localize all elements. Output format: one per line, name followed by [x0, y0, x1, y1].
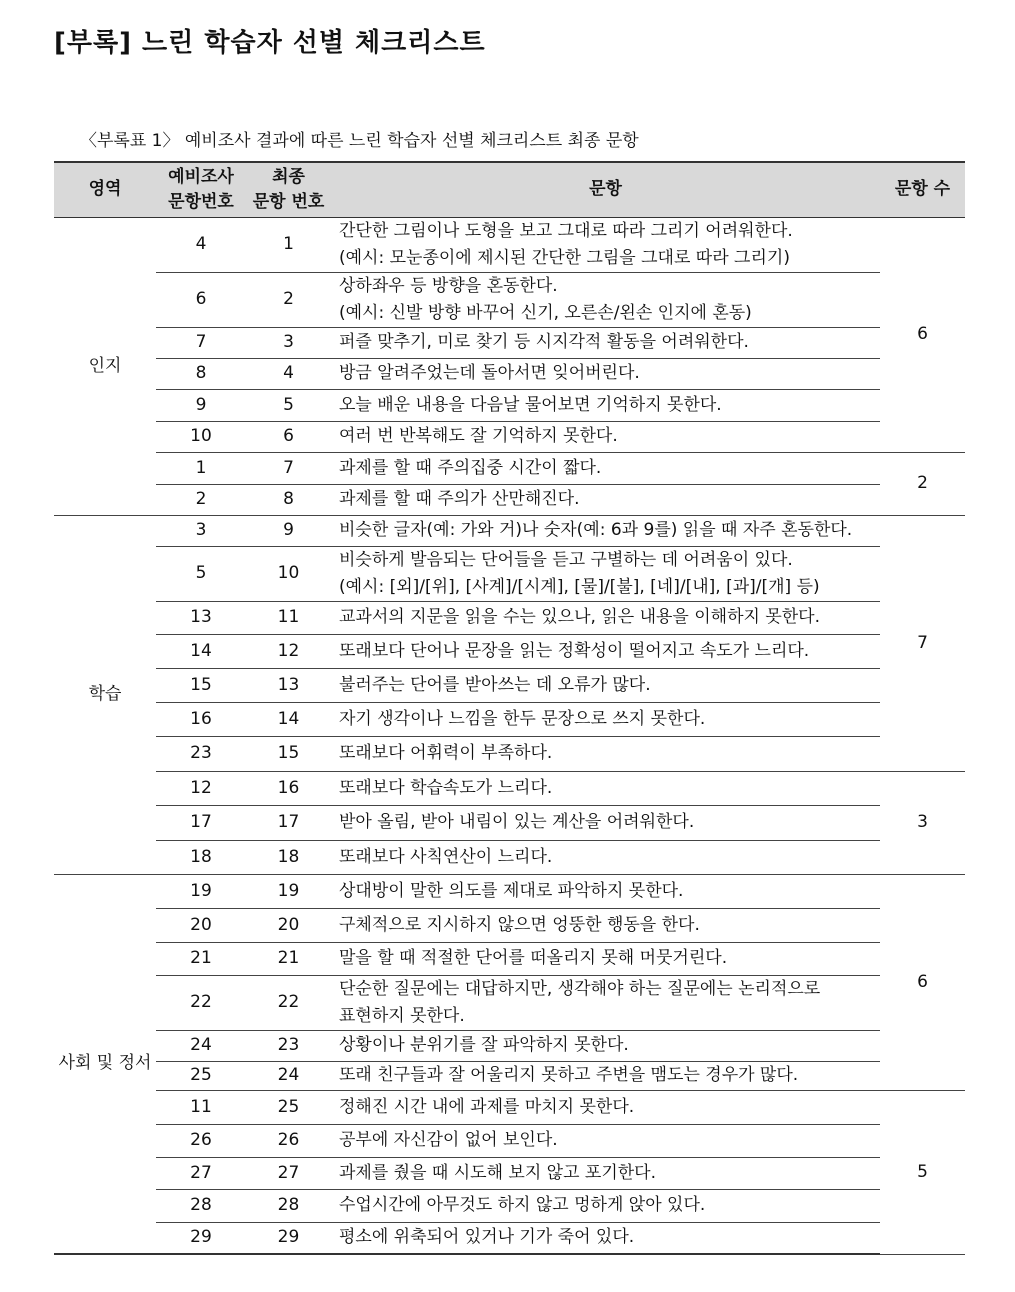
table-row [54, 1124, 965, 1157]
item-text-cell [331, 1157, 880, 1189]
final-number-cell: 29 [246, 1222, 331, 1254]
item-count-cell: 6 [880, 217, 965, 452]
pre-number-cell: 23 [156, 736, 246, 771]
item-text-line: 또래보다 사칙연산이 느리다. [339, 846, 553, 867]
pre-number-cell: 25 [156, 1061, 246, 1090]
item-text-line: 표현하지 못한다. [339, 1005, 465, 1026]
item-text-cell [331, 1189, 880, 1222]
item-text-line: 평소에 위축되어 있거나 기가 죽어 있다. [339, 1227, 635, 1248]
item-text-cell [331, 771, 880, 805]
item-text-line: (예시: [외]/[위], [사계]/[시계], [물]/[불], [네]/[내], [과]/[개] 등) [339, 576, 820, 597]
item-text-line: 오늘 배운 내용을 다음날 물어보면 기억하지 못한다. [339, 394, 722, 415]
table-row [54, 484, 965, 515]
table-row [54, 668, 965, 702]
item-text-line: 비슷하게 발음되는 단어들을 듣고 구별하는 데 어려움이 있다. [339, 549, 793, 570]
item-text-cell [331, 702, 880, 736]
item-text-line: 상황이나 분위기를 잘 파악하지 못한다. [339, 1035, 629, 1055]
item-text-cell [331, 805, 880, 840]
pre-number-cell: 24 [156, 1030, 246, 1061]
table-row [54, 702, 965, 736]
item-text-line: 구체적으로 지시하지 않으면 엉뚱한 행동을 한다. [339, 914, 700, 935]
table-row [54, 840, 965, 874]
item-count-cell: 7 [880, 515, 965, 771]
header-final-line2: 문항 번호 [252, 191, 325, 212]
final-number-cell: 12 [246, 634, 331, 668]
pre-number-cell: 15 [156, 668, 246, 702]
final-number-cell: 15 [246, 736, 331, 771]
item-count-cell: 2 [880, 452, 965, 515]
table-row [54, 421, 965, 452]
pre-number-cell: 27 [156, 1157, 246, 1189]
final-number-cell: 14 [246, 702, 331, 736]
item-count-cell: 5 [880, 1090, 965, 1254]
item-text-cell [331, 908, 880, 942]
item-text-cell [331, 1061, 880, 1090]
pre-number-cell: 20 [156, 908, 246, 942]
pre-number-cell: 18 [156, 840, 246, 874]
final-number-cell: 6 [246, 421, 331, 452]
pre-number-cell: 17 [156, 805, 246, 840]
item-text-line: 또래보다 단어나 문장을 읽는 정확성이 떨어지고 속도가 느리다. [339, 640, 810, 661]
item-text-line: 과제를 줬을 때 시도해 보지 않고 포기한다. [339, 1162, 657, 1183]
table-row [54, 546, 965, 601]
header-item: 문항 [331, 162, 880, 217]
table-row [54, 515, 965, 546]
item-text-line: 또래보다 학습속도가 느리다. [339, 777, 553, 798]
final-number-cell: 4 [246, 358, 331, 389]
table-row [54, 389, 965, 421]
item-text-cell [331, 515, 880, 546]
item-text-cell [331, 668, 880, 702]
pre-number-cell: 2 [156, 484, 246, 515]
item-text-cell [331, 421, 880, 452]
item-text-line: 또래 친구들과 잘 어울리지 못하고 주변을 맴도는 경우가 많다. [339, 1065, 799, 1085]
item-text-cell [331, 975, 880, 1030]
final-number-cell: 24 [246, 1061, 331, 1090]
item-text-line: (예시: 신발 방향 바꾸어 신기, 오른손/왼손 인지에 혼동) [339, 302, 752, 323]
item-text-cell [331, 546, 880, 601]
item-text-cell [331, 1222, 880, 1254]
item-text-cell [331, 874, 880, 908]
final-number-cell: 17 [246, 805, 331, 840]
pre-number-cell: 3 [156, 515, 246, 546]
table-row [54, 874, 965, 908]
area-cell: 인지 [54, 217, 156, 515]
final-number-cell: 13 [246, 668, 331, 702]
table-row [54, 805, 965, 840]
item-text-line: 불러주는 단어를 받아쓰는 데 오류가 많다. [339, 674, 651, 695]
item-text-cell [331, 452, 880, 484]
final-number-cell: 21 [246, 942, 331, 975]
pre-number-cell: 5 [156, 546, 246, 601]
pre-number-cell: 13 [156, 601, 246, 634]
item-text-line: 수업시간에 아무것도 하지 않고 멍하게 앉아 있다. [339, 1195, 706, 1215]
item-text-line: 상대방이 말한 의도를 제대로 파악하지 못한다. [339, 880, 684, 901]
item-text-line: 또래보다 어휘력이 부족하다. [339, 743, 553, 763]
item-text-line: 자기 생각이나 느낌을 한두 문장으로 쓰지 못한다. [339, 708, 706, 729]
table-row [54, 1061, 965, 1090]
item-text-line: 교과서의 지문을 읽을 수는 있으나, 읽은 내용을 이해하지 못한다. [339, 607, 821, 627]
pre-number-cell: 4 [156, 217, 246, 272]
item-text-line: (예시: 모눈종이에 제시된 간단한 그림을 그대로 따라 그리기) [339, 247, 790, 268]
item-text-line: 과제를 할 때 주의집중 시간이 짧다. [339, 457, 602, 478]
pre-number-cell: 14 [156, 634, 246, 668]
final-number-cell: 26 [246, 1124, 331, 1157]
item-text-line: 여러 번 반복해도 잘 기억하지 못한다. [339, 426, 618, 446]
item-text-cell [331, 272, 880, 327]
pre-number-cell: 19 [156, 874, 246, 908]
pre-number-cell: 10 [156, 421, 246, 452]
pre-number-cell: 22 [156, 975, 246, 1030]
table-row [54, 452, 965, 484]
table-caption: 〈부록표 1〉 예비조사 결과에 따른 느린 학습자 선별 체크리스트 최종 문항 [80, 131, 639, 151]
header-final-number [246, 162, 331, 217]
item-text-line: 퍼즐 맞추기, 미로 찾기 등 시지각적 활동을 어려워한다. [339, 332, 749, 352]
pre-number-cell: 12 [156, 771, 246, 805]
pre-number-cell: 9 [156, 389, 246, 421]
pre-number-cell: 28 [156, 1189, 246, 1222]
table-row [54, 634, 965, 668]
final-number-cell: 19 [246, 874, 331, 908]
header-pre-number [156, 162, 246, 217]
item-text-cell [331, 736, 880, 771]
item-text-line: 간단한 그림이나 도형을 보고 그대로 따라 그리기 어려워한다. [339, 220, 793, 241]
table-row [54, 601, 965, 634]
item-text-cell [331, 484, 880, 515]
item-text-cell [331, 217, 880, 272]
final-number-cell: 11 [246, 601, 331, 634]
table-row [54, 736, 965, 771]
final-number-cell: 20 [246, 908, 331, 942]
table-row [54, 908, 965, 942]
final-number-cell: 22 [246, 975, 331, 1030]
item-text-line: 공부에 자신감이 없어 보인다. [339, 1130, 558, 1150]
table-row [54, 1189, 965, 1222]
item-text-line: 받아 올림, 받아 내림이 있는 계산을 어려워한다. [339, 812, 695, 832]
final-number-cell: 8 [246, 484, 331, 515]
item-text-cell [331, 601, 880, 634]
item-text-cell [331, 1030, 880, 1061]
table-row [54, 1030, 965, 1061]
item-text-cell [331, 1124, 880, 1157]
final-number-cell: 25 [246, 1090, 331, 1124]
final-number-cell: 2 [246, 272, 331, 327]
item-count-cell: 6 [880, 874, 965, 1090]
item-text-line: 비슷한 글자(예: 가와 거)나 숫자(예: 6과 9를) 읽을 때 자주 혼동한다. [339, 520, 853, 540]
item-text-cell [331, 389, 880, 421]
table-row [54, 1090, 965, 1124]
final-number-cell: 7 [246, 452, 331, 484]
final-number-cell: 27 [246, 1157, 331, 1189]
pre-number-cell: 6 [156, 272, 246, 327]
header-area: 영역 [54, 162, 156, 217]
final-number-cell: 16 [246, 771, 331, 805]
item-text-cell [331, 327, 880, 358]
final-number-cell: 9 [246, 515, 331, 546]
table-row [54, 1157, 965, 1189]
header-count: 문항 수 [880, 162, 965, 217]
item-text-cell [331, 840, 880, 874]
table-row [54, 942, 965, 975]
item-text-line: 단순한 질문에는 대답하지만, 생각해야 하는 질문에는 논리적으로 [339, 978, 821, 999]
pre-number-cell: 11 [156, 1090, 246, 1124]
final-number-cell: 23 [246, 1030, 331, 1061]
item-text-line: 상하좌우 등 방향을 혼동한다. [339, 275, 558, 296]
checklist-table [54, 161, 965, 1255]
table-row [54, 358, 965, 389]
pre-number-cell: 29 [156, 1222, 246, 1254]
pre-number-cell: 21 [156, 942, 246, 975]
table-row [54, 217, 965, 272]
final-number-cell: 10 [246, 546, 331, 601]
final-number-cell: 3 [246, 327, 331, 358]
final-number-cell: 1 [246, 217, 331, 272]
item-text-line: 말을 할 때 적절한 단어를 떠올리지 못해 머뭇거린다. [339, 948, 728, 968]
item-text-cell [331, 942, 880, 975]
pre-number-cell: 26 [156, 1124, 246, 1157]
pre-number-cell: 7 [156, 327, 246, 358]
item-text-line: 정해진 시간 내에 과제를 마치지 못한다. [339, 1096, 635, 1117]
area-cell: 학습 [54, 515, 156, 874]
header-pre-line1: 예비조사 [168, 166, 234, 187]
pre-number-cell: 16 [156, 702, 246, 736]
final-number-cell: 18 [246, 840, 331, 874]
table-row [54, 1222, 965, 1254]
header-pre-line2: 문항번호 [168, 191, 234, 212]
final-number-cell: 28 [246, 1189, 331, 1222]
area-cell: 사회 및 정서 [54, 874, 156, 1254]
item-count-cell: 3 [880, 771, 965, 874]
header-row [54, 162, 965, 217]
item-text-cell [331, 358, 880, 389]
item-text-cell [331, 1090, 880, 1124]
header-final-line1: 최종 [272, 166, 305, 187]
table-row [54, 272, 965, 327]
page-title: [부록] 느린 학습자 선별 체크리스트 [54, 28, 486, 58]
table-row [54, 327, 965, 358]
table-row [54, 975, 965, 1030]
pre-number-cell: 1 [156, 452, 246, 484]
table-row [54, 771, 965, 805]
item-text-cell [331, 634, 880, 668]
item-text-line: 과제를 할 때 주의가 산만해진다. [339, 489, 580, 509]
final-number-cell: 5 [246, 389, 331, 421]
item-text-line: 방금 알려주었는데 돌아서면 잊어버린다. [339, 363, 640, 383]
pre-number-cell: 8 [156, 358, 246, 389]
